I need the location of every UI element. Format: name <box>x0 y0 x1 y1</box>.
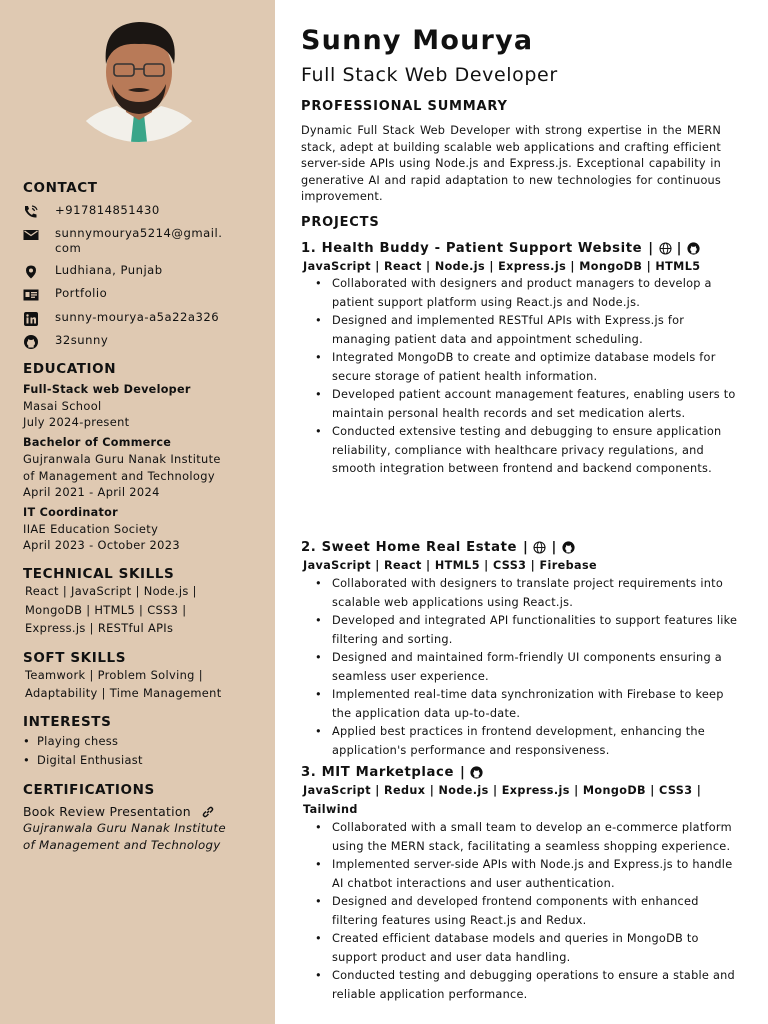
interest-item: • Playing chess <box>23 734 119 748</box>
project-tech: Tailwind <box>303 803 358 816</box>
globe-icon[interactable] <box>659 242 672 255</box>
project-tech: JavaScript | React | Node.js | Express.js | MongoDB | HTML5 <box>303 260 701 273</box>
skill-line: Express.js | RESTful APIs <box>25 621 174 635</box>
github-icon[interactable] <box>687 242 700 255</box>
list-item: • Designed and developed frontend components with enhanced filtering features using React.js and Redux. <box>315 893 745 930</box>
contact-github[interactable] <box>23 333 108 348</box>
list-item: • Developed and integrated API functionalities to support features like filtering and sorting. <box>315 612 745 649</box>
link-icon[interactable] <box>201 805 215 819</box>
github-text[interactable]: 32sunny <box>55 333 109 347</box>
github-icon <box>23 334 41 348</box>
list-item: • Implemented server-side APIs with Node.js and Express.js to handle AI chatbot interactions and user authentication. <box>315 856 745 893</box>
list-item: • Created efficient database models and queries in MongoDB to support product and user data handling. <box>315 930 745 967</box>
linkedin-icon <box>23 311 41 325</box>
education-line: IIAE Education Society <box>23 522 159 536</box>
project-title: 3. MIT Marketplace | <box>301 765 488 780</box>
profile-photo <box>62 14 216 142</box>
project-title: 2. Sweet Home Real Estate | | <box>301 540 580 555</box>
projects-heading: PROJECTS <box>301 215 380 230</box>
contact-location <box>23 263 163 278</box>
list-item: • Implemented real-time data synchronization with Firebase to keep the application data up-to-date. <box>315 686 745 723</box>
education-title: Bachelor of Commerce <box>23 436 172 449</box>
contact-portfolio[interactable] <box>23 286 107 301</box>
summary-heading: PROFESSIONAL SUMMARY <box>301 99 508 114</box>
project-tech: JavaScript | React | HTML5 | CSS3 | Firebase <box>303 559 598 572</box>
phone-text: +917814851430 <box>55 203 160 217</box>
linkedin-text[interactable]: sunny-mourya-a5a22a326 <box>55 310 220 324</box>
soft-skill-line: Adaptability | Time Management <box>25 686 222 700</box>
mail-icon <box>23 227 41 241</box>
list-item: • Applied best practices in frontend development, enhancing the application's performance and responsiveness. <box>315 723 745 760</box>
education-line: Gujranwala Guru Nanak Institute <box>23 452 221 466</box>
list-item: • Collaborated with a small team to develop an e-commerce platform using the MERN stack, facilitating a seamless shopping experience. <box>315 819 745 856</box>
candidate-name: Sunny Mourya <box>301 25 534 56</box>
certification-issuer: of Management and Technology <box>23 838 221 852</box>
list-item: • Collaborated with designers to translate project requirements into scalable web applications using React.js. <box>315 575 745 612</box>
contact-email[interactable] <box>23 226 222 256</box>
github-icon[interactable] <box>562 541 575 554</box>
list-item: • Integrated MongoDB to create and optimize database models for secure storage of patient health information. <box>315 349 745 386</box>
contact-phone[interactable] <box>23 203 160 218</box>
location-pin-icon <box>23 264 41 278</box>
list-item: • Designed and maintained form-friendly UI components ensuring a seamless user experience. <box>315 649 745 686</box>
contact-heading: CONTACT <box>23 180 98 196</box>
id-card-icon <box>23 287 41 301</box>
education-line: April 2021 - April 2024 <box>23 485 160 499</box>
project-bullets <box>315 575 745 760</box>
education-heading: EDUCATION <box>23 361 117 377</box>
project-bullets <box>315 275 745 479</box>
phone-icon <box>23 204 41 218</box>
list-item: • Conducted extensive testing and debugging to ensure application reliability, compliance with healthcare privacy regulations, and smooth integration between frontend and backend components. <box>315 423 745 479</box>
certifications-heading: CERTIFICATIONS <box>23 782 155 798</box>
skill-line: React | JavaScript | Node.js | <box>25 584 197 598</box>
interests-heading: INTERESTS <box>23 714 112 730</box>
interest-item: • Digital Enthusiast <box>23 753 143 767</box>
candidate-role: Full Stack Web Developer <box>301 64 558 86</box>
education-line: April 2023 - October 2023 <box>23 538 180 552</box>
list-item: • Collaborated with designers and product managers to develop a patient support platform using React.js and Node.js. <box>315 275 745 312</box>
list-item: • Conducted testing and debugging operations to ensure a stable and reliable application performance. <box>315 967 745 1004</box>
education-line: Masai School <box>23 399 102 413</box>
technical-skills-heading: TECHNICAL SKILLS <box>23 566 175 582</box>
project-bullets <box>315 819 745 1004</box>
soft-skill-line: Teamwork | Problem Solving | <box>25 668 203 682</box>
sidebar <box>0 0 275 1024</box>
project-tech: JavaScript | Redux | Node.js | Express.js | MongoDB | CSS3 | <box>303 784 702 797</box>
education-line: of Management and Technology <box>23 469 215 483</box>
education-title: IT Coordinator <box>23 506 118 519</box>
certification-title[interactable]: Book Review Presentation <box>23 804 215 819</box>
education-line: July 2024-present <box>23 415 130 429</box>
github-icon[interactable] <box>470 766 483 779</box>
summary-text: Dynamic Full Stack Web Developer with strong expertise in the MERN stack, adept at building scalable web applications and crafting efficient server-side APIs using Node.js and Express.js. Exceptional capability in generative AI and rapid adaptation to new technologies for continuous improvement. <box>301 124 721 203</box>
contact-linkedin[interactable] <box>23 310 219 325</box>
education-title: Full-Stack web Developer <box>23 383 191 396</box>
list-item: • Designed and implemented RESTful APIs with Express.js for managing patient data and appointment scheduling. <box>315 312 745 349</box>
main-content <box>275 0 768 1024</box>
portfolio-link[interactable]: Portfolio <box>55 286 108 300</box>
certification-issuer: Gujranwala Guru Nanak Institute <box>23 821 226 835</box>
email-text: sunnymourya5214@gmail. com <box>55 226 223 255</box>
skill-line: MongoDB | HTML5 | CSS3 | <box>25 603 187 617</box>
globe-icon[interactable] <box>533 541 546 554</box>
project-title: 1. Health Buddy - Patient Support Website | | <box>301 241 705 256</box>
location-text: Ludhiana, Punjab <box>55 263 163 277</box>
soft-skills-heading: SOFT SKILLS <box>23 650 127 666</box>
list-item: • Developed patient account management features, enabling users to maintain personal health records and set medication alerts. <box>315 386 745 423</box>
